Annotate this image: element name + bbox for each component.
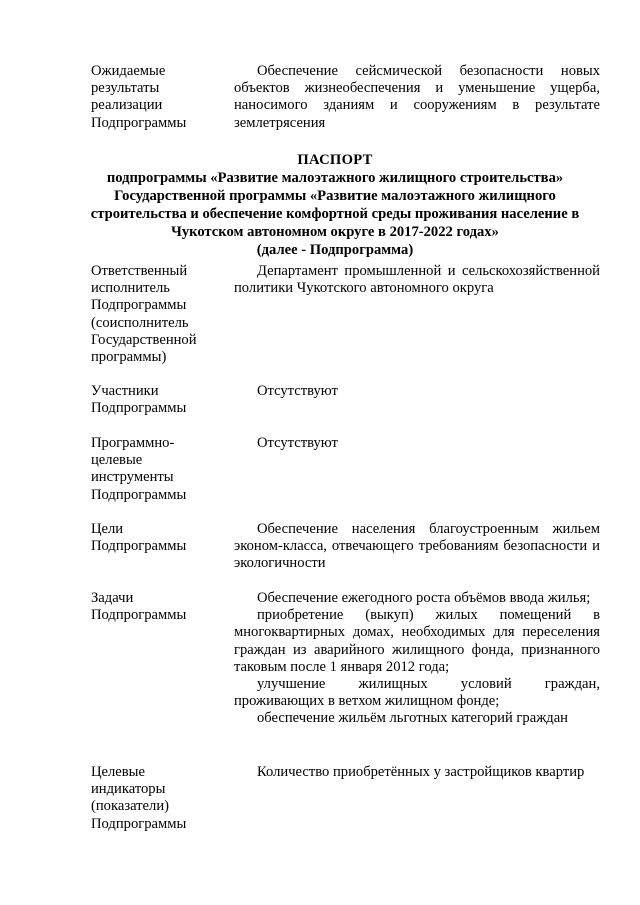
- label-line: Подпрограммы: [91, 486, 187, 503]
- responsible-content: [234, 263, 600, 297]
- tasks-content: [234, 590, 600, 728]
- label-line: Задачи: [91, 590, 134, 606]
- task-item: обеспечение жильём льготных категорий граждан: [257, 710, 568, 727]
- participants-content: [234, 383, 600, 400]
- expected-results-label: [91, 63, 221, 132]
- label-line: индикаторы: [91, 781, 166, 798]
- label-line: (соисполнитель: [91, 314, 189, 331]
- responsible-text: Департамент промышленной и сельскохозяйственной политики Чукотского автономного округа: [234, 263, 600, 297]
- instruments-content: [234, 435, 600, 452]
- label-line: Подпрограммы: [91, 607, 187, 624]
- passport-title-block: [60, 151, 610, 259]
- passport-subtitle-line: подпрограммы «Развитие малоэтажного жилищного строительства»: [106, 170, 564, 186]
- label-line: Государственной: [91, 331, 197, 348]
- responsible-label: [91, 263, 221, 366]
- indicators-label: [91, 764, 221, 833]
- passport-subtitle-line: строительства и обеспечение комфортной среды проживания население в: [90, 206, 580, 222]
- instruments-label: [91, 435, 221, 504]
- participants-text: Отсутствуют: [257, 383, 338, 399]
- label-line: Программно-: [91, 435, 175, 451]
- passport-subtitle-line: (далее - Подпрограмма): [256, 242, 414, 258]
- task-item: приобретение (выкуп) жилых помещений в многоквартирных домах, необходимых для переселения граждан из аварийного жилищного фонда, признанного таковым после 1 января 2012 года;: [234, 607, 600, 675]
- label-line: (показатели): [91, 798, 169, 815]
- label-line: исполнитель: [91, 280, 170, 297]
- label-line: целевые: [91, 452, 143, 469]
- label-line: Подпрограммы: [91, 297, 187, 314]
- instruments-text: Отсутствуют: [257, 435, 338, 451]
- goals-content: [234, 521, 600, 573]
- goals-label: [91, 521, 221, 555]
- label-line: Подпрограммы: [91, 538, 187, 555]
- label-line: Подпрограммы: [91, 400, 187, 417]
- label-line: Ожидаемые: [91, 63, 166, 79]
- label-line: программы): [91, 349, 167, 366]
- passport-subtitle-line: Чукотском автономном округе в 2017-2022 годах»: [171, 224, 499, 240]
- label-line: Целевые: [91, 764, 145, 780]
- indicators-text: Количество приобретённых у застройщиков квартир: [257, 764, 585, 780]
- passport-title: ПАСПОРТ: [297, 152, 373, 168]
- label-line: Участники: [91, 383, 159, 399]
- label-line: реализации: [91, 97, 163, 114]
- task-item: улучшение жилищных условий граждан, проживающих в ветхом жилищном фонде;: [234, 676, 600, 710]
- expected-results-content: [234, 63, 600, 132]
- label-line: Ответственный: [91, 263, 188, 279]
- label-line: Цели: [91, 521, 124, 537]
- passport-subtitle-line: Государственной программы «Развитие малоэтажного жилищного: [114, 188, 556, 204]
- task-item: Обеспечение ежегодного роста объёмов ввода жилья;: [257, 590, 591, 606]
- tasks-label: [91, 590, 221, 624]
- participants-label: [91, 383, 221, 417]
- label-line: результаты: [91, 80, 160, 97]
- label-line: Подпрограммы: [91, 114, 187, 131]
- goals-text: Обеспечение населения благоустроенным жильем эконом-класса, отвечающего требованиям безопасности и экологичности: [234, 521, 600, 572]
- label-line: инструменты: [91, 469, 174, 486]
- indicators-content: [234, 764, 600, 781]
- label-line: Подпрограммы: [91, 815, 187, 832]
- expected-results-text: Обеспечение сейсмической безопасности новых объектов жизнеобеспечения и уменьшение ущерба, наносимого зданиям и сооружениям в результате землетрясения: [234, 63, 600, 131]
